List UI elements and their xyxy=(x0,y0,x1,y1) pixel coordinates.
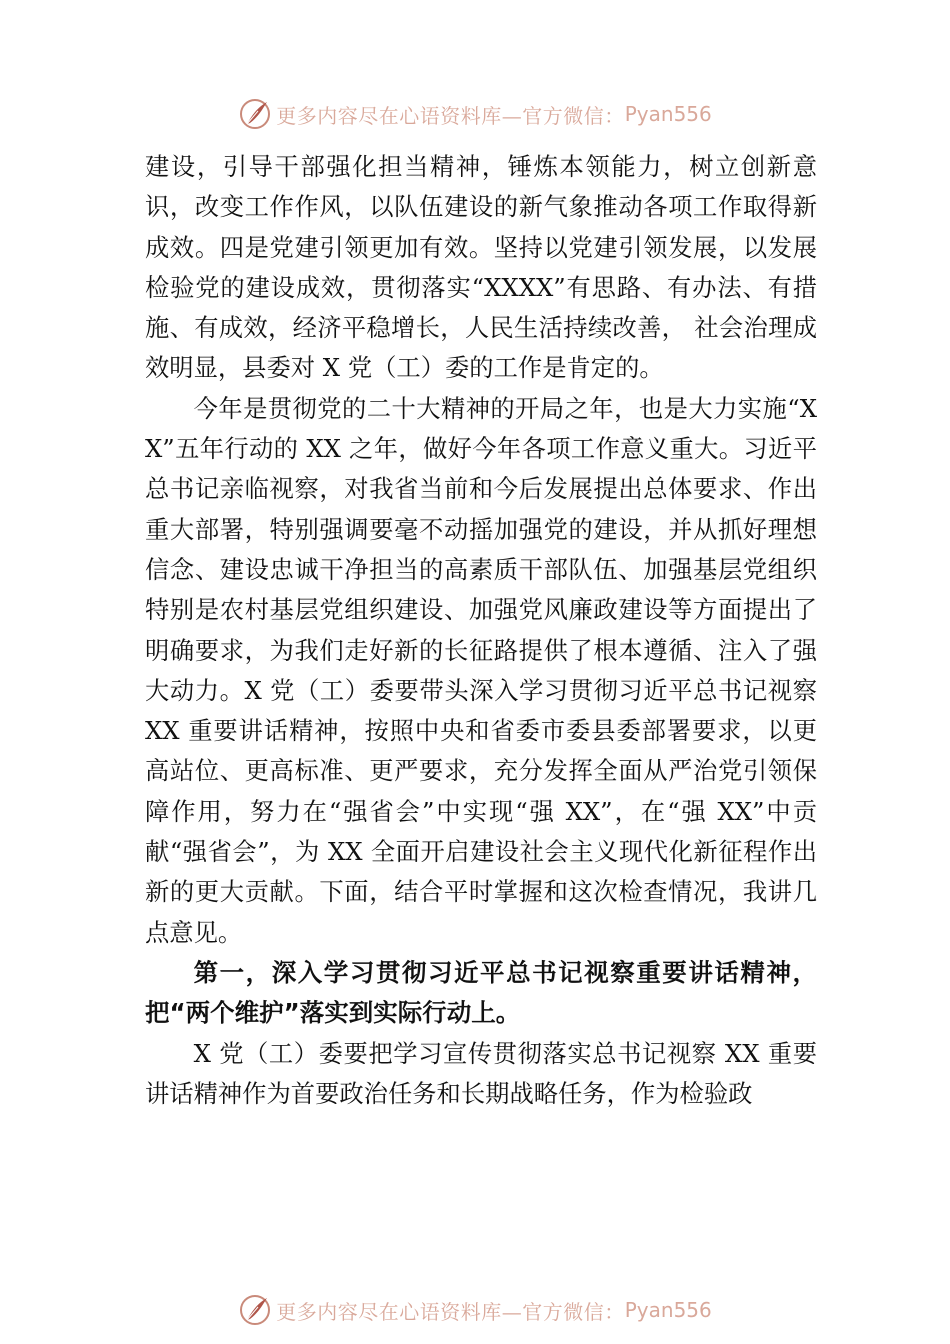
watermark-wechat-id: Pyan556 xyxy=(624,102,712,126)
watermark-footer xyxy=(0,1290,950,1330)
paragraph-section-first: X 党（工）委要把学习宣传贯彻落实总书记视察 XX 重要讲话精神作为首要政治任务和长期战略任务，作为检验政 xyxy=(145,1038,817,1108)
paragraph-intro: 今年是贯彻党的二十大精神的开局之年，也是大力实施“XX”五年行动的 XX 之年，做好今年各项工作意义重大。习近平总书记亲临视察，对我省当前和今后发展提出总体要求、作出重大部署，特别强调要毫不动摇加强党的建设，并从抓好理想信念、建设忠诚干净担当的高素质干部队伍、加强基层党组织特别是农村基层党组织建设、加强党风廉政建设等方面提出了明确要求，为我们走好新的长征路提供了根本遵循、注入了强大动力。X 党（工）委要带头深入学习贯彻习近平总书记视察 XX 重要讲话精神，按照中央和省委市委县委部署要求，以更高站位、更高标准、更严要求，充分发挥全面从严治党引领保障作用，努力在“强省会”中实现“强 XX”，在“强 XX”中贡献“强省会”，为 XX 全面开启建设社会主义现代化新征程作出新的更大贡献。下面，结合平时掌握和这次检查情况，我讲几点意见。 xyxy=(145,393,817,947)
document-body xyxy=(145,147,817,1114)
paragraph-continuation: 建设，引导干部强化担当精神，锤炼本领能力，树立创新意识，改变工作作风，以队伍建设的新气象推动各项工作取得新成效。四是党建引领更加有效。坚持以党建引领发展，以发展检验党的建设成效，贯彻落实“XXXX”有思路、有办法、有措施、有成效，经济平稳增长，人民生活持续改善， 社会治理成效明显，县委对 X 党（工）委的工作是肯定的。 xyxy=(145,152,817,383)
watermark-wechat-id: Pyan556 xyxy=(624,1298,712,1322)
feather-logo-icon xyxy=(238,97,272,131)
feather-logo-icon xyxy=(238,1293,272,1327)
watermark-text: 更多内容尽在心语资料库—官方微信： xyxy=(276,103,625,128)
watermark-header xyxy=(0,94,950,134)
watermark-text: 更多内容尽在心语资料库—官方微信： xyxy=(276,1299,625,1324)
section-heading-first: 第一，深入学习贯彻习近平总书记视察重要讲话精神，把“两个维护”落实到实际行动上。 xyxy=(145,957,817,1028)
